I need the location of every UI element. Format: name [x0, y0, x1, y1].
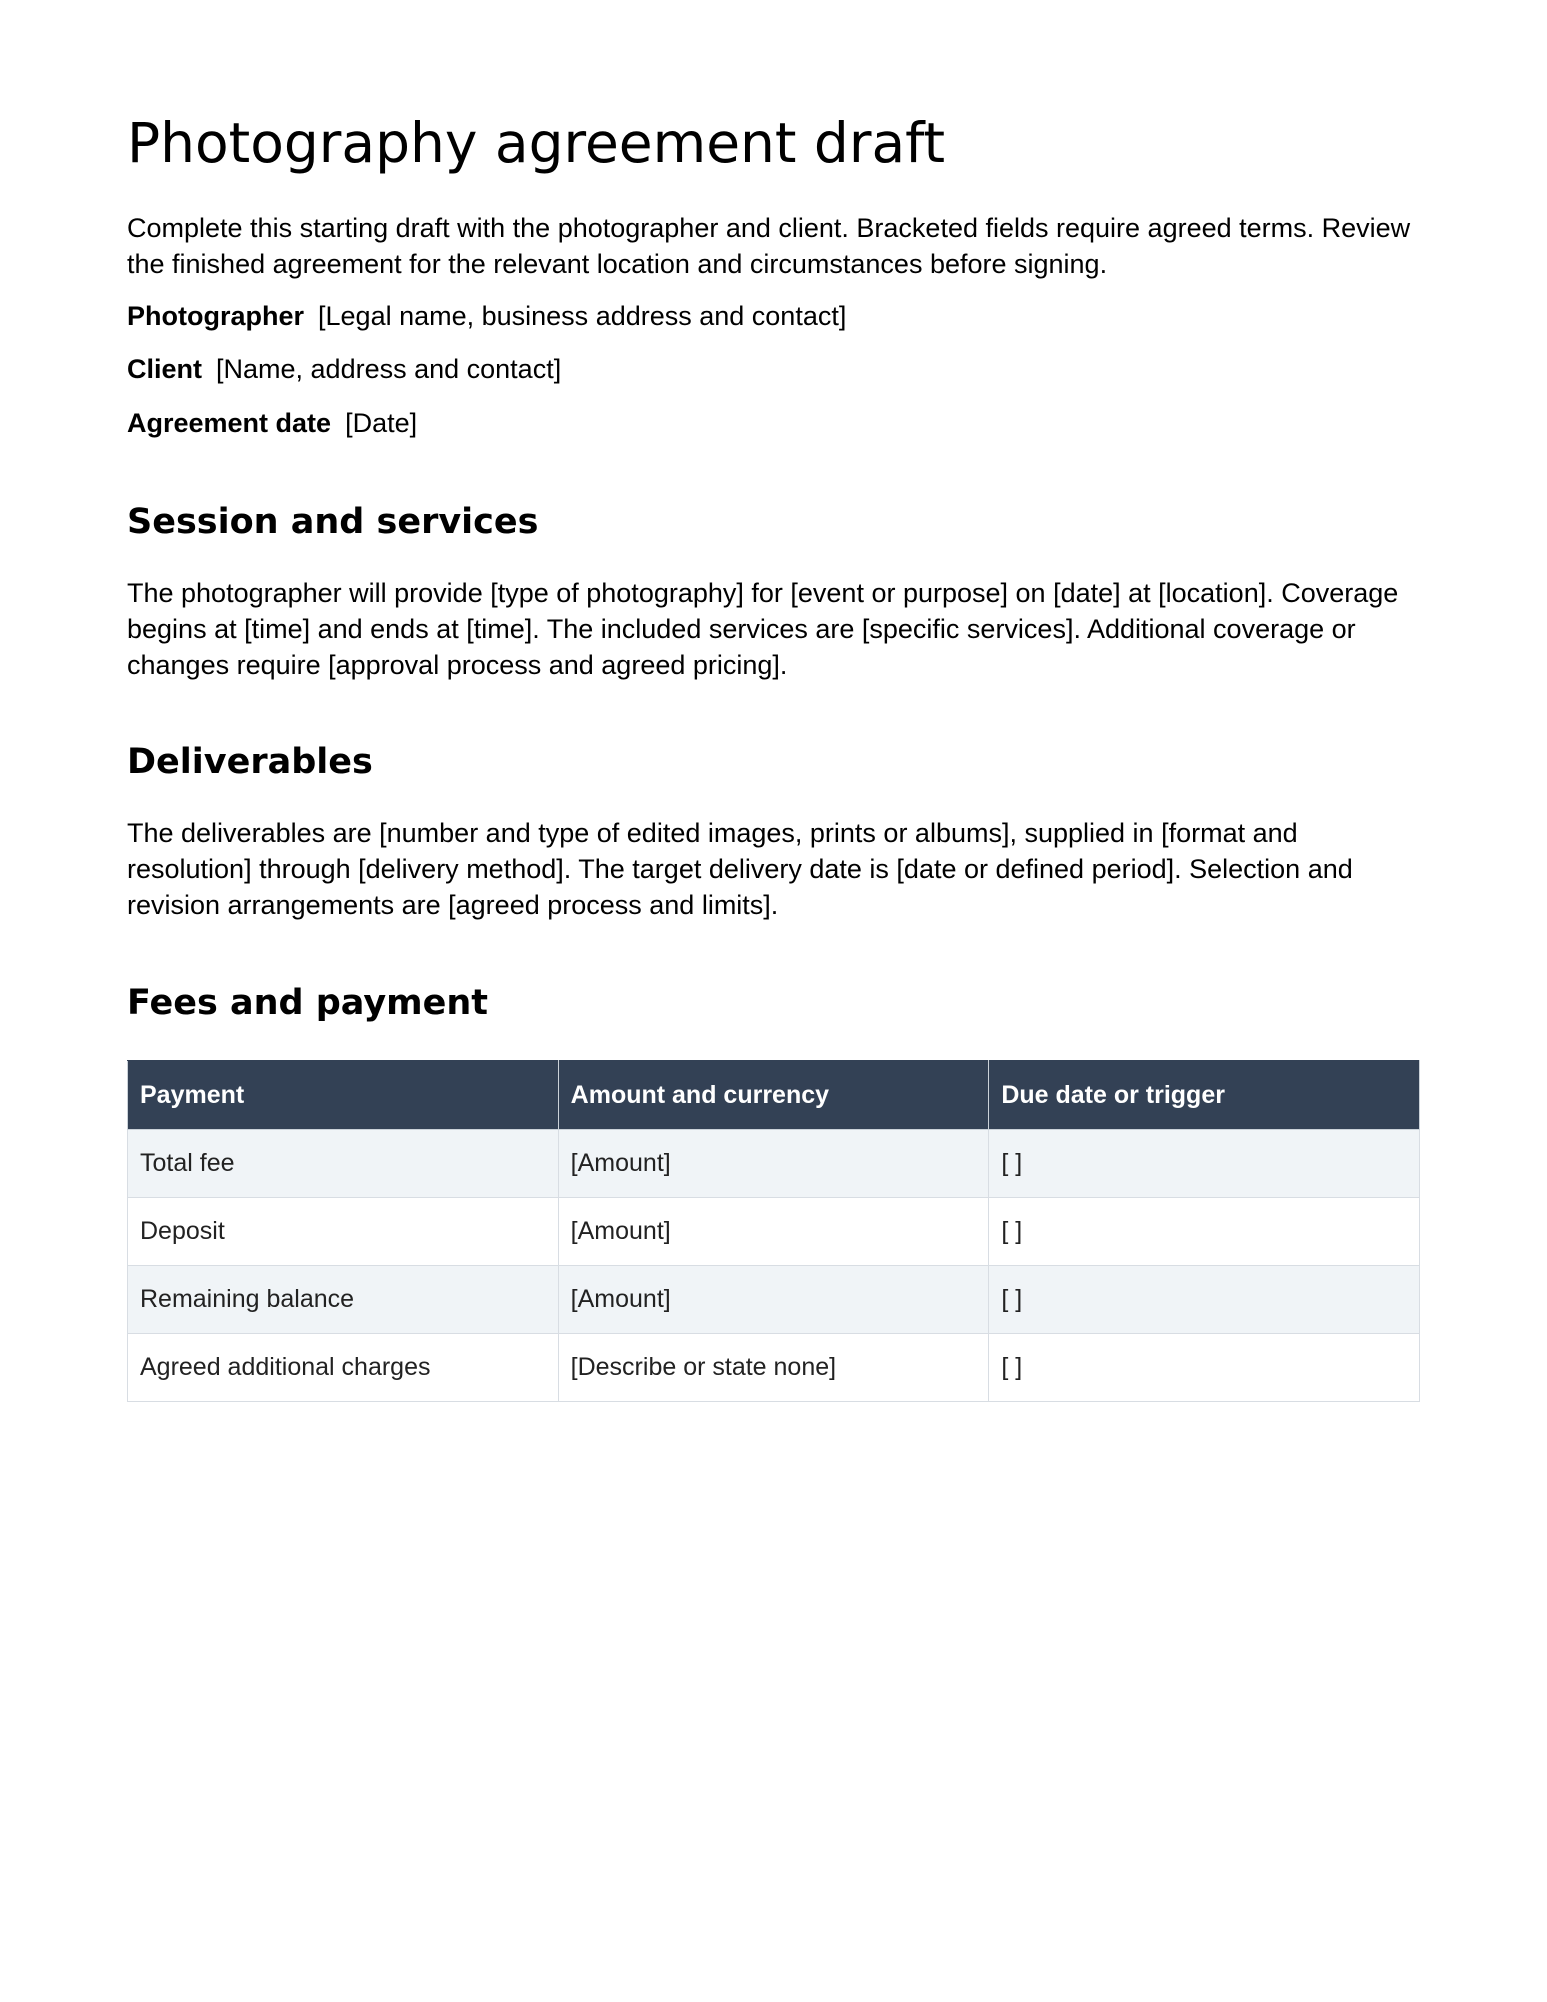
table-cell: Agreed additional charges	[128, 1334, 559, 1402]
agreement-date-label: Agreement date	[127, 408, 332, 438]
table-cell: [ ]	[989, 1130, 1420, 1198]
table-cell: [Amount]	[558, 1130, 989, 1198]
deliverables-paragraph: The deliverables are [number and type of edited images, prints or albums], supplied in [format and resolution] through [delivery method]. The target delivery date is [date or defined period]. Selection and revision arrangements are [agreed process and limits].	[127, 818, 1353, 920]
table-cell: Total fee	[128, 1130, 559, 1198]
deliverables-heading: Deliverables	[127, 742, 373, 782]
fees-table	[127, 1060, 1420, 1402]
intro-paragraph: Complete this starting draft with the photographer and client. Bracketed fields require agreed terms. Review the finished agreement for the relevant location and circumstances before signing.	[127, 213, 1411, 279]
client-value: [Name, address and contact]	[216, 354, 562, 384]
table-row	[128, 1334, 1420, 1402]
column-header-amount: Amount and currency	[558, 1061, 989, 1130]
table-cell: [ ]	[989, 1334, 1420, 1402]
page-title: Photography agreement draft	[127, 111, 946, 175]
session-paragraph: The photographer will provide [type of photography] for [event or purpose] on [date] at [location]. Coverage begins at [time] and ends at [time]. The included services are [specific services]. Additional coverage or changes require [approval process and agreed pricing].	[127, 578, 1399, 680]
table-cell: [Amount]	[558, 1198, 989, 1266]
table-row	[128, 1198, 1420, 1266]
table-header-row	[128, 1061, 1420, 1130]
table-cell: Deposit	[128, 1198, 559, 1266]
agreement-date-value: [Date]	[345, 408, 418, 438]
column-header-due: Due date or trigger	[989, 1061, 1420, 1130]
agreement-date-field	[127, 405, 417, 441]
client-label: Client	[127, 354, 203, 384]
fees-heading: Fees and payment	[127, 983, 489, 1023]
table-cell: [ ]	[989, 1198, 1420, 1266]
client-field	[127, 351, 561, 387]
photographer-label: Photographer	[127, 301, 305, 331]
session-heading: Session and services	[127, 502, 539, 542]
table-row	[128, 1266, 1420, 1334]
table-cell: [Describe or state none]	[558, 1334, 989, 1402]
photographer-field	[127, 298, 846, 334]
table-row	[128, 1130, 1420, 1198]
column-header-payment: Payment	[128, 1061, 559, 1130]
table-cell: [Amount]	[558, 1266, 989, 1334]
photographer-value: [Legal name, business address and contact]	[318, 301, 847, 331]
table-cell: Remaining balance	[128, 1266, 559, 1334]
table-cell: [ ]	[989, 1266, 1420, 1334]
